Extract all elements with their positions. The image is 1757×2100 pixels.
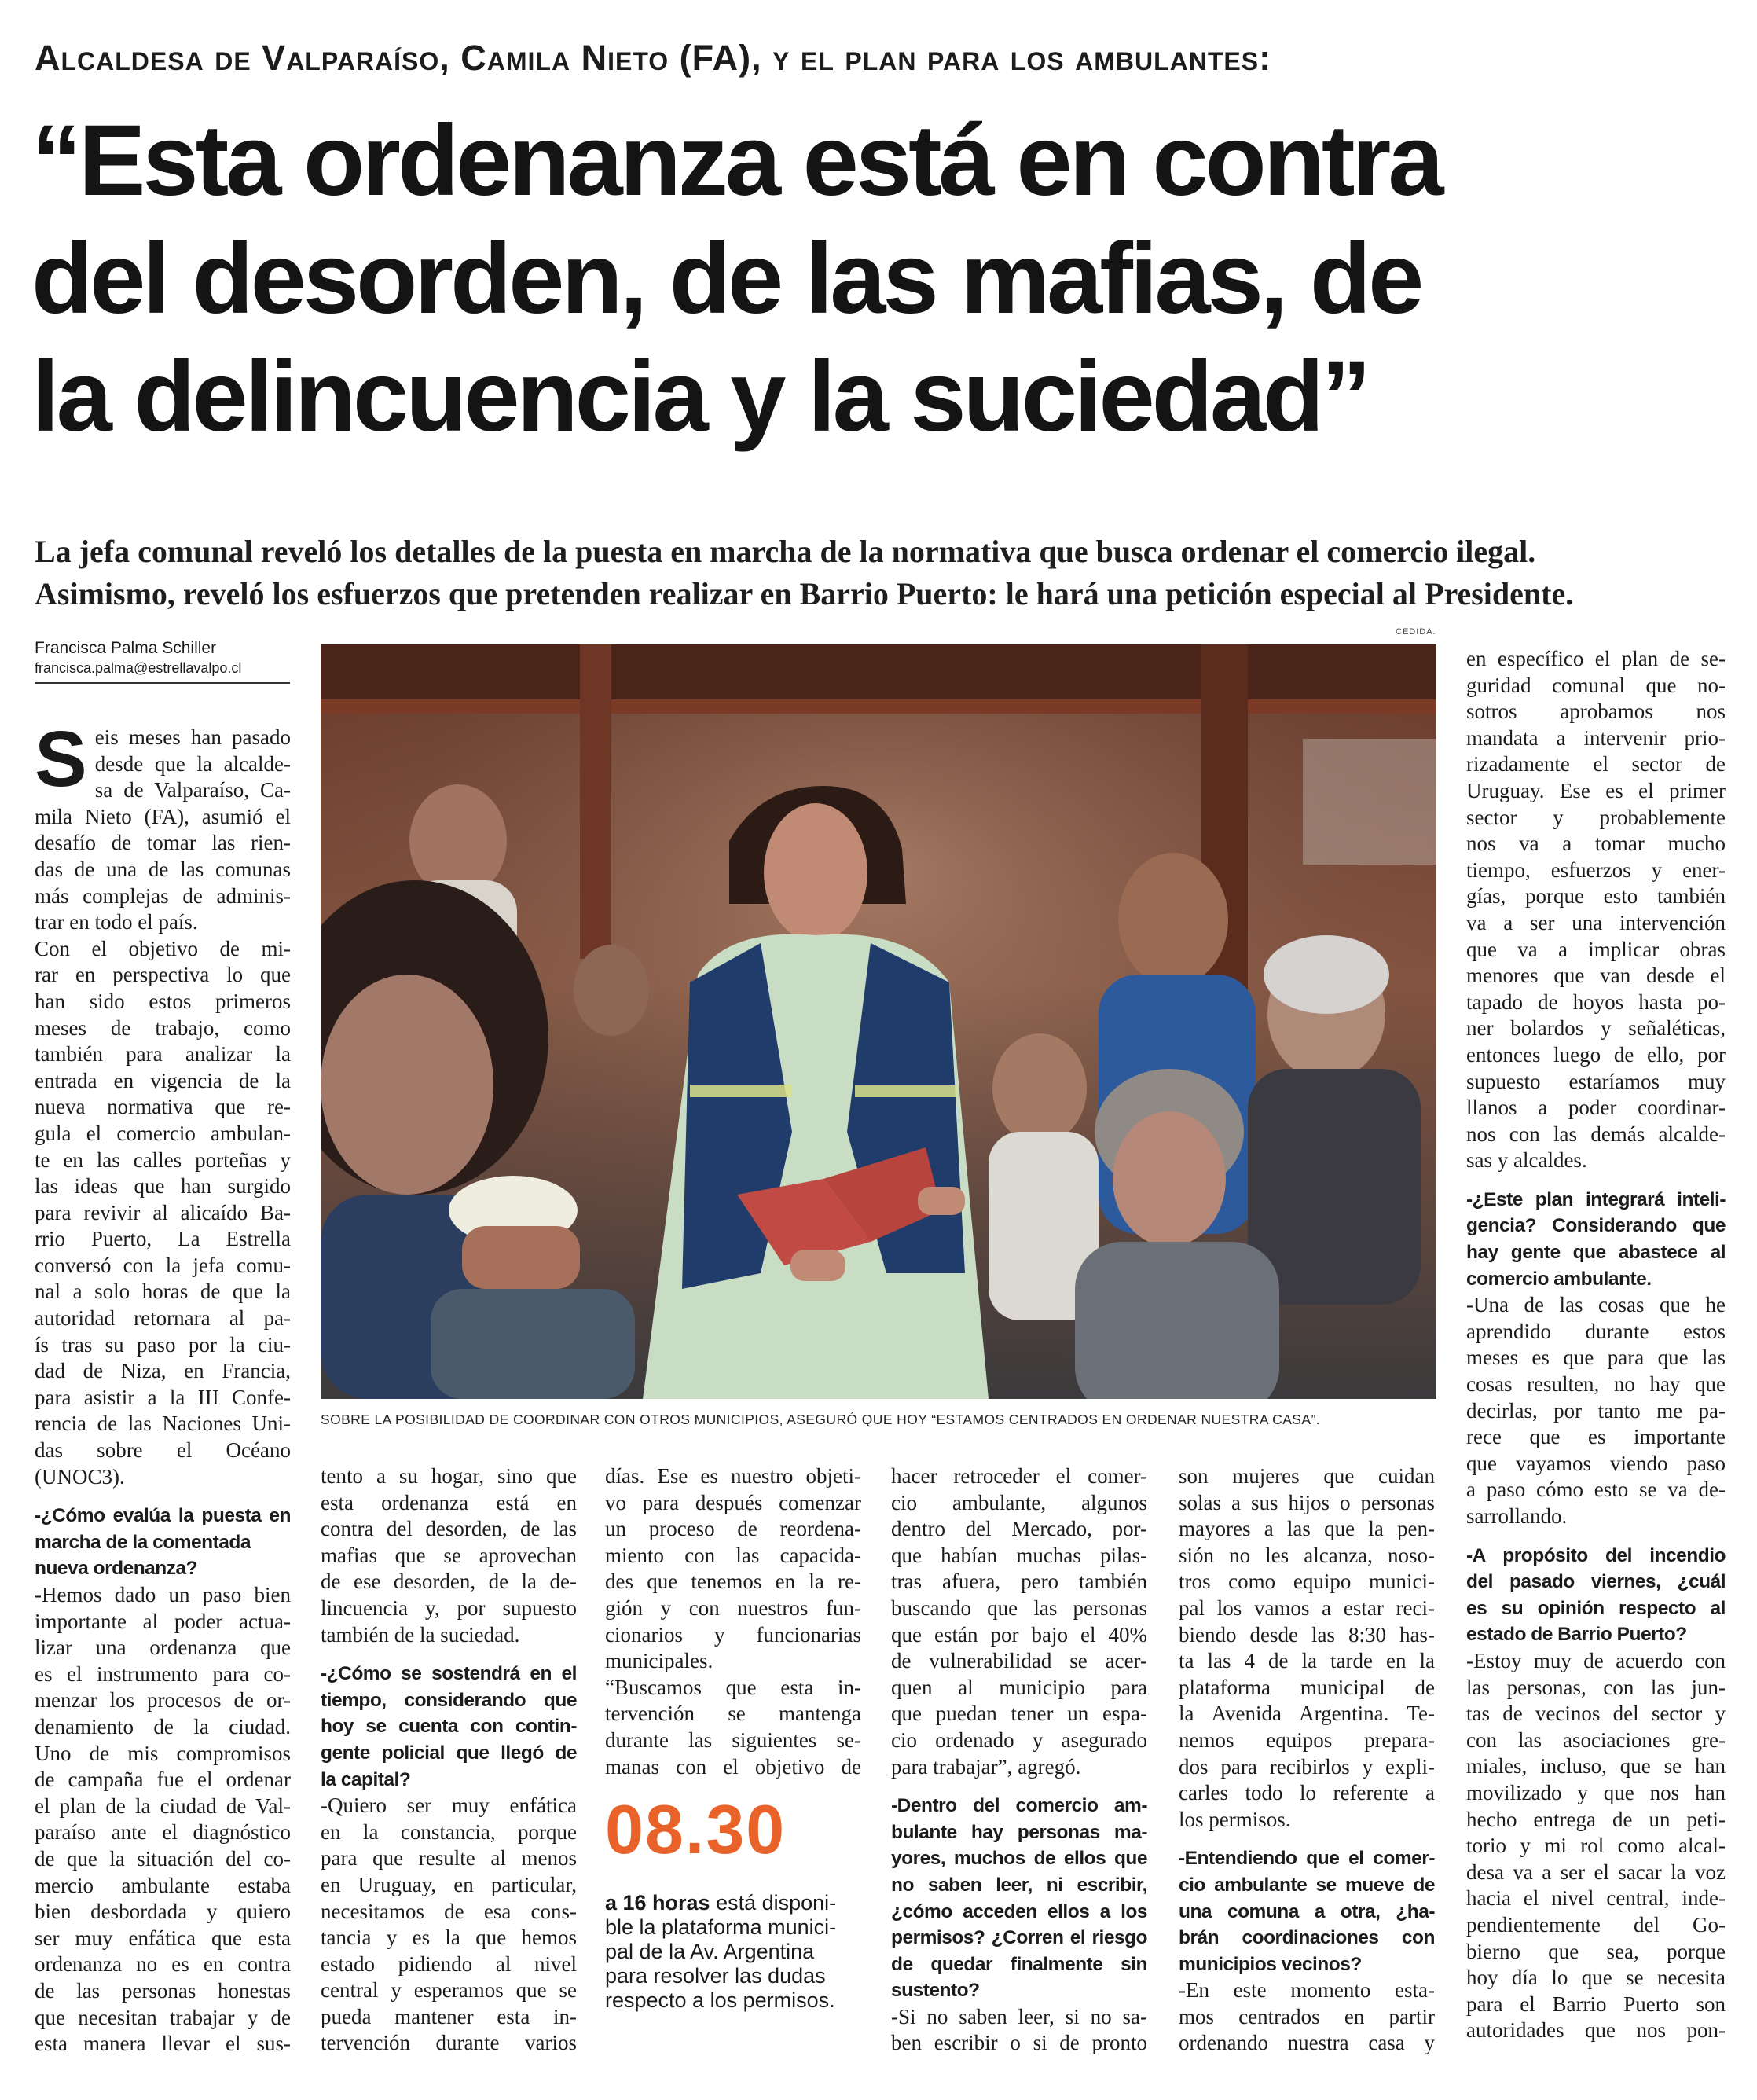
body-line: solas a sus hijos o personas	[1179, 1490, 1435, 1514]
body-line: -Una de las cosas que he	[1466, 1293, 1726, 1317]
body-line: de vulnerabilidad se acer-	[891, 1649, 1147, 1673]
body-line: “Buscamos que esta in-	[605, 1675, 861, 1699]
body-line: Uruguay. Ese es el primer	[1466, 778, 1726, 802]
body-line: buscando que las personas	[891, 1595, 1147, 1620]
question-line: nueva ordenanza?	[35, 1558, 198, 1580]
body-line: torio y mi rol como alcal-	[1466, 1834, 1726, 1858]
headline-line: la delincuencia y la suciedad”	[31, 340, 1369, 453]
body-line: gías, porque esto también	[1466, 884, 1726, 909]
body-line: nos con las demás alcalde-	[1466, 1122, 1726, 1146]
body-line: tapado de hoyos hasta po-	[1466, 989, 1726, 1014]
body-line: para trabajar”, agregó.	[891, 1754, 1081, 1779]
body-line: hecho entrega de un peti-	[1466, 1807, 1726, 1831]
paragraph-gap	[891, 1780, 1147, 1793]
author-email[interactable]: francisca.palma@estrellavalpo.cl	[35, 660, 242, 676]
body-line: Uno de mis compromisos	[35, 1741, 291, 1765]
body-line: das de una de las comunas	[35, 857, 291, 881]
body-line: en específico el plan de se-	[1466, 647, 1726, 670]
question-line: -¿Cómo se sostendrá en el	[321, 1663, 577, 1685]
body-line: necesitamos de esa cons-	[321, 1899, 577, 1923]
body-line: movilizado y que nos han	[1466, 1780, 1726, 1804]
body-line: miento con las capacida-	[605, 1543, 861, 1567]
body-line: que necesitan trabajar y de	[35, 2005, 291, 2029]
callout-text	[605, 1891, 864, 2013]
body-line: es el instrumento para co-	[35, 1661, 291, 1686]
body-line: miales, incluso, que se han	[1466, 1754, 1726, 1779]
body-line: menzar los procesos de or-	[35, 1688, 291, 1713]
body-line: rencia de las Naciones Uni-	[35, 1412, 291, 1436]
body-line: tervención se mantenga	[605, 1702, 861, 1726]
article-column-2	[321, 1463, 577, 2092]
body-line: aprendido durante estos	[1466, 1319, 1726, 1343]
body-line: (UNOC3).	[35, 1464, 125, 1489]
question-line: gente policial que llegó de	[321, 1742, 577, 1764]
main-photo	[321, 644, 1436, 1399]
body-line: de que la situación del co-	[35, 1846, 291, 1871]
body-line: tras afuera, pero también	[891, 1569, 1147, 1594]
body-line: plataforma municipal de	[1179, 1675, 1435, 1699]
body-line: mila Nieto (FA), asumió el	[35, 804, 291, 828]
callout-number: 08.30	[605, 1790, 787, 1868]
body-line: -En este momento esta-	[1179, 1978, 1435, 2003]
body-line: mercio ambulante estaba	[35, 1873, 291, 1897]
headline-line: “Esta ordenanza está en contra	[31, 105, 1441, 217]
kicker	[35, 38, 1724, 79]
article-column-4	[891, 1463, 1147, 2092]
headline-line: del desorden, de las mafias, de	[31, 222, 1421, 335]
body-line: hacia el nivel central, inde-	[1466, 1886, 1726, 1911]
photo-illustration	[321, 644, 1436, 1399]
body-line: carles todo lo referente a	[1179, 1781, 1435, 1805]
deck-line: Asimismo, reveló los esfuerzos que pretenden realizar en Barrio Puerto: le hará una petición especial al Presidente.	[35, 576, 1574, 611]
body-line: cosas resulten, no hay que	[1466, 1372, 1726, 1397]
body-line: ser muy enfática que esta	[35, 1926, 291, 1950]
body-line: que habían muchas pilas-	[891, 1543, 1147, 1567]
body-line: nueva normativa que re-	[35, 1095, 291, 1119]
question-line: bulante hay personas ma-	[891, 1821, 1147, 1843]
body-line: -Estoy muy de acuerdo con	[1466, 1648, 1726, 1672]
body-line: pendientemente del Go-	[1466, 1912, 1726, 1937]
body-line: lincuencia y, por supuesto	[321, 1595, 577, 1620]
body-line: ta las 4 de la tarde en la	[1179, 1649, 1435, 1673]
body-line: más complejas de adminis-	[35, 883, 291, 908]
question-line: ¿cómo acceden ellos a los	[891, 1900, 1147, 1922]
body-line: gión y con nuestros fun-	[605, 1595, 861, 1620]
body-line: bierno que sea, porque	[1466, 1939, 1726, 1963]
body-line: de ese desorden, de la de-	[321, 1569, 577, 1594]
photo-caption: SOBRE LA POSIBILIDAD DE COORDINAR CON OTROS MUNICIPIOS, ASEGURÓ QUE HOY “ESTAMOS CENTRADOS EN ORDENAR NUESTRA CASA”.	[321, 1412, 1320, 1427]
body-line: rar en perspectiva lo que	[35, 963, 291, 987]
body-line: contra del desorden, de las	[321, 1517, 577, 1541]
callout-line: pal de la Av. Argentina	[605, 1940, 815, 1963]
body-line: -Si no saben leer, si no sa-	[891, 2004, 1147, 2028]
body-line: va a ser una intervención	[1466, 910, 1726, 934]
body-line: que vayamos viendo paso	[1466, 1451, 1726, 1475]
body-line: tas de vecinos del sector y	[1466, 1702, 1726, 1726]
body-line: que puedan tener un espa-	[891, 1702, 1147, 1726]
article-column-1	[35, 725, 291, 2092]
question-line: -Entendiendo que el comer-	[1179, 1848, 1435, 1870]
question-line: sustento?	[891, 1980, 980, 2002]
question-line: -Dentro del comercio am-	[891, 1795, 1147, 1817]
body-line: que va a implicar obras	[1466, 937, 1726, 961]
body-line: trar en todo el país.	[35, 910, 198, 934]
callout-line: respecto a los permisos.	[605, 1988, 835, 2012]
body-line: ben escribir o si de pronto	[891, 2031, 1147, 2055]
body-line: mafias que se aprovechan	[321, 1543, 577, 1567]
body-line: rizadamente el sector de	[1466, 752, 1726, 776]
body-line: son mujeres que cuidan	[1179, 1464, 1435, 1488]
body-line: sector y probablemente	[1466, 805, 1726, 829]
body-line: bien desbordada y quiero	[35, 1900, 291, 1924]
body-line: sa de Valparaíso, Ca-	[94, 778, 291, 802]
question-line: no saben leer, ni escribir,	[891, 1874, 1147, 1896]
body-line: -Quiero ser muy enfática	[321, 1793, 577, 1818]
paragraph-gap	[321, 1648, 577, 1661]
body-line: tros como equipo munici-	[1179, 1569, 1435, 1594]
body-line: tancia y es la que hemos	[321, 1926, 577, 1950]
body-line: cionarios y funcionarias	[605, 1622, 861, 1647]
question-line: -¿Este plan integrará inteli-	[1466, 1188, 1726, 1210]
body-line: mos centrados en partir	[1179, 2004, 1435, 2028]
body-line: central y esperamos que se	[321, 1978, 577, 2003]
byline	[35, 638, 290, 684]
body-line: el plan de la ciudad de Val-	[35, 1793, 291, 1818]
paragraph-gap	[35, 1490, 291, 1503]
body-line: rrio Puerto, La Estrella	[35, 1227, 291, 1251]
body-line: días. Ese es nuestro objeti-	[605, 1464, 861, 1488]
body-line: desa va a ser el sacar la voz	[1466, 1860, 1726, 1884]
body-line: cio ambulante, algunos	[891, 1490, 1147, 1514]
body-line: los permisos.	[1179, 1807, 1291, 1831]
body-line: denamiento de la ciudad.	[35, 1714, 291, 1738]
body-line: nemos equipos prepara-	[1179, 1727, 1435, 1752]
body-line: des que tenemos en la re-	[605, 1569, 861, 1594]
question-line: hoy se cuenta con contin-	[321, 1716, 577, 1738]
question-line: tiempo, considerando que	[321, 1689, 577, 1711]
body-line: las ideas que han surgido	[35, 1174, 291, 1199]
paragraph-gap	[1466, 1530, 1726, 1543]
body-line: lizar una ordenanza que	[35, 1636, 291, 1660]
body-line: ordenando nuestra casa y	[1179, 2031, 1435, 2055]
deck	[35, 531, 1732, 615]
body-line: dos para recibirlos y expli-	[1179, 1754, 1435, 1779]
body-line: cio ordenado y asegurado	[891, 1727, 1147, 1752]
body-line: dentro del Mercado, por-	[891, 1517, 1147, 1541]
body-line: con las asociaciones gre-	[1466, 1727, 1726, 1752]
question-line: marcha de la comentada	[35, 1531, 251, 1553]
article-column-5	[1179, 1463, 1435, 2092]
question-line: permisos? ¿Corren el riesgo	[891, 1927, 1147, 1949]
question-line: -A propósito del incendio	[1466, 1544, 1726, 1566]
body-line: hoy día lo que se necesita	[1466, 1966, 1726, 1990]
question-line: una comuna a otra, ¿ha-	[1179, 1900, 1435, 1922]
question-line: hay gente que abastece al	[1466, 1242, 1726, 1264]
body-line: mayores a las que la pen-	[1179, 1517, 1435, 1541]
body-line: llanos a poder coordinar-	[1466, 1096, 1726, 1120]
question-line: gencia? Considerando que	[1466, 1215, 1726, 1237]
body-line: sarrollando.	[1466, 1504, 1568, 1528]
body-line: tiempo, esfuerzos y ener-	[1466, 857, 1726, 882]
body-line: meses de trabajo, como	[35, 1015, 291, 1040]
body-line: municipales.	[605, 1649, 713, 1673]
body-line: han sido estos primeros	[35, 989, 291, 1013]
body-line: a paso cómo esto se va de-	[1466, 1478, 1726, 1502]
body-line: pueda mantener esta in-	[321, 2004, 577, 2028]
body-line: das sobre el Océano	[35, 1438, 291, 1463]
body-line: rece que es importante	[1466, 1425, 1726, 1449]
deck-line: La jefa comunal reveló los detalles de la puesta en marcha de la normativa que busca ordenar el comercio ilegal.	[35, 534, 1536, 569]
body-line: ordenanza no es en contra	[35, 1952, 291, 1977]
body-line: Con el objetivo de mi-	[35, 936, 291, 960]
body-line: de campaña fue el ordenar	[35, 1768, 291, 1792]
photo-credit: CEDIDA.	[1396, 627, 1436, 637]
body-line: -Hemos dado un paso bien	[35, 1583, 291, 1606]
body-line: sas y alcaldes.	[1466, 1148, 1587, 1173]
body-line: para que resulte al menos	[321, 1846, 577, 1871]
body-line: ís tras su paso por la ciu-	[35, 1332, 291, 1357]
body-line: esta manera llevar el sus-	[35, 2032, 291, 2056]
question-line: cio ambulante se mueve de	[1179, 1874, 1435, 1896]
question-line: brán coordinaciones con	[1179, 1927, 1435, 1949]
question-line: municipios vecinos?	[1179, 1953, 1362, 1975]
question-line: -¿Cómo evalúa la puesta en	[35, 1505, 291, 1527]
body-line: en la constancia, porque	[321, 1819, 577, 1844]
question-line: estado de Barrio Puerto?	[1466, 1624, 1687, 1646]
body-line: meses es que para que las	[1466, 1346, 1726, 1370]
body-line: quen al municipio para	[891, 1675, 1147, 1699]
body-line: guridad comunal que no-	[1466, 673, 1726, 697]
body-line: gula el comercio ambulan-	[35, 1121, 291, 1145]
body-line: también de la suciedad.	[321, 1622, 520, 1647]
body-line: para asistir a la III Confe-	[35, 1385, 291, 1409]
body-line: eis meses han pasado	[94, 725, 291, 749]
body-line: entrada en vigencia de la	[35, 1068, 291, 1092]
body-line: nal a solo horas de que la	[35, 1279, 291, 1304]
body-line: tervención durante varios	[321, 2031, 577, 2055]
body-line: para revivir al alicaído Ba-	[35, 1200, 291, 1224]
callout-box	[605, 1790, 864, 2092]
body-line: tento a su hogar, sino que	[321, 1464, 577, 1488]
paragraph-gap	[1179, 1833, 1435, 1845]
dropcap: S	[35, 725, 87, 803]
question-line: yores, muchos de ellos que	[891, 1848, 1147, 1870]
body-line: vo para después comenzar	[605, 1490, 861, 1514]
body-line: sotros aprobamos nos	[1466, 699, 1726, 724]
body-line: hacer retroceder el comer-	[891, 1464, 1147, 1488]
callout-line: ble la plataforma munici-	[605, 1915, 837, 1939]
body-line: durante las siguientes se-	[605, 1727, 861, 1752]
body-line: autoridades que nos pon-	[1466, 2018, 1726, 2043]
body-line: dad de Niza, en Francia,	[35, 1359, 291, 1383]
body-line: un proceso de reordena-	[605, 1517, 861, 1541]
body-line: para el Barrio Puerto son	[1466, 1992, 1726, 2016]
body-line: decirlas, por tanto me pa-	[1466, 1398, 1726, 1423]
body-line: esta ordenanza está en	[321, 1490, 577, 1514]
body-line: conversó con la jefa comu-	[35, 1253, 291, 1277]
body-line: estado pidiendo al nivel	[321, 1951, 577, 1976]
question-line: la capital?	[321, 1768, 411, 1790]
body-line: la Avenida Argentina. Te-	[1179, 1702, 1435, 1726]
body-line: biendo desde las 8:30 has-	[1179, 1622, 1435, 1647]
kicker-text: Alcaldesa de Valparaíso, Camila Nieto (FA), y el plan para los ambulantes:	[35, 38, 1272, 78]
body-line: sión no les alcanza, noso-	[1179, 1543, 1435, 1567]
body-line: manas con el objetivo de	[605, 1754, 861, 1779]
paragraph-gap	[1466, 1174, 1726, 1187]
body-line: de las personas honestas	[35, 1978, 291, 2003]
body-line: las personas, con las jun-	[1466, 1675, 1726, 1699]
headline	[31, 102, 1737, 456]
body-line: entonces luego de ello, por	[1466, 1042, 1726, 1067]
author-name: Francisca Palma Schiller	[35, 639, 217, 657]
body-line: mandata a intervenir prio-	[1466, 725, 1726, 750]
article-column-3	[605, 1463, 861, 1793]
body-line: supuesto estaríamos muy	[1466, 1069, 1726, 1093]
body-line: ner bolardos y señaléticas,	[1466, 1016, 1726, 1041]
question-line: de quedar finalmente sin	[891, 1953, 1147, 1975]
body-line: también para analizar la	[35, 1042, 291, 1067]
body-line: desde que la alcalde-	[94, 751, 291, 776]
question-line: es su opinión respecto al	[1466, 1597, 1726, 1619]
callout-line: para resolver las dudas	[605, 1964, 826, 1988]
body-line: te en las calles porteñas y	[35, 1147, 291, 1172]
body-line: en Uruguay, en particular,	[321, 1872, 577, 1896]
body-line: desafío de tomar las rien-	[35, 831, 291, 855]
body-line: paraíso ante el diagnóstico	[35, 1820, 291, 1845]
body-line: menores que van desde el	[1466, 964, 1726, 988]
article-column-6	[1466, 646, 1726, 2092]
question-line: del pasado viernes, ¿cuál	[1466, 1571, 1726, 1593]
body-line: nos va a tomar mucho	[1466, 832, 1726, 856]
question-line: comercio ambulante.	[1466, 1268, 1652, 1290]
callout-line: está disponi-	[710, 1891, 837, 1915]
callout-lead: a 16 horas	[605, 1891, 710, 1915]
body-line: importante al poder actua-	[35, 1609, 291, 1633]
body-line: que están por bajo el 40%	[891, 1622, 1147, 1647]
body-line: pal los vamos a estar reci-	[1179, 1595, 1435, 1620]
body-line: autoridad retornara al pa-	[35, 1306, 291, 1331]
